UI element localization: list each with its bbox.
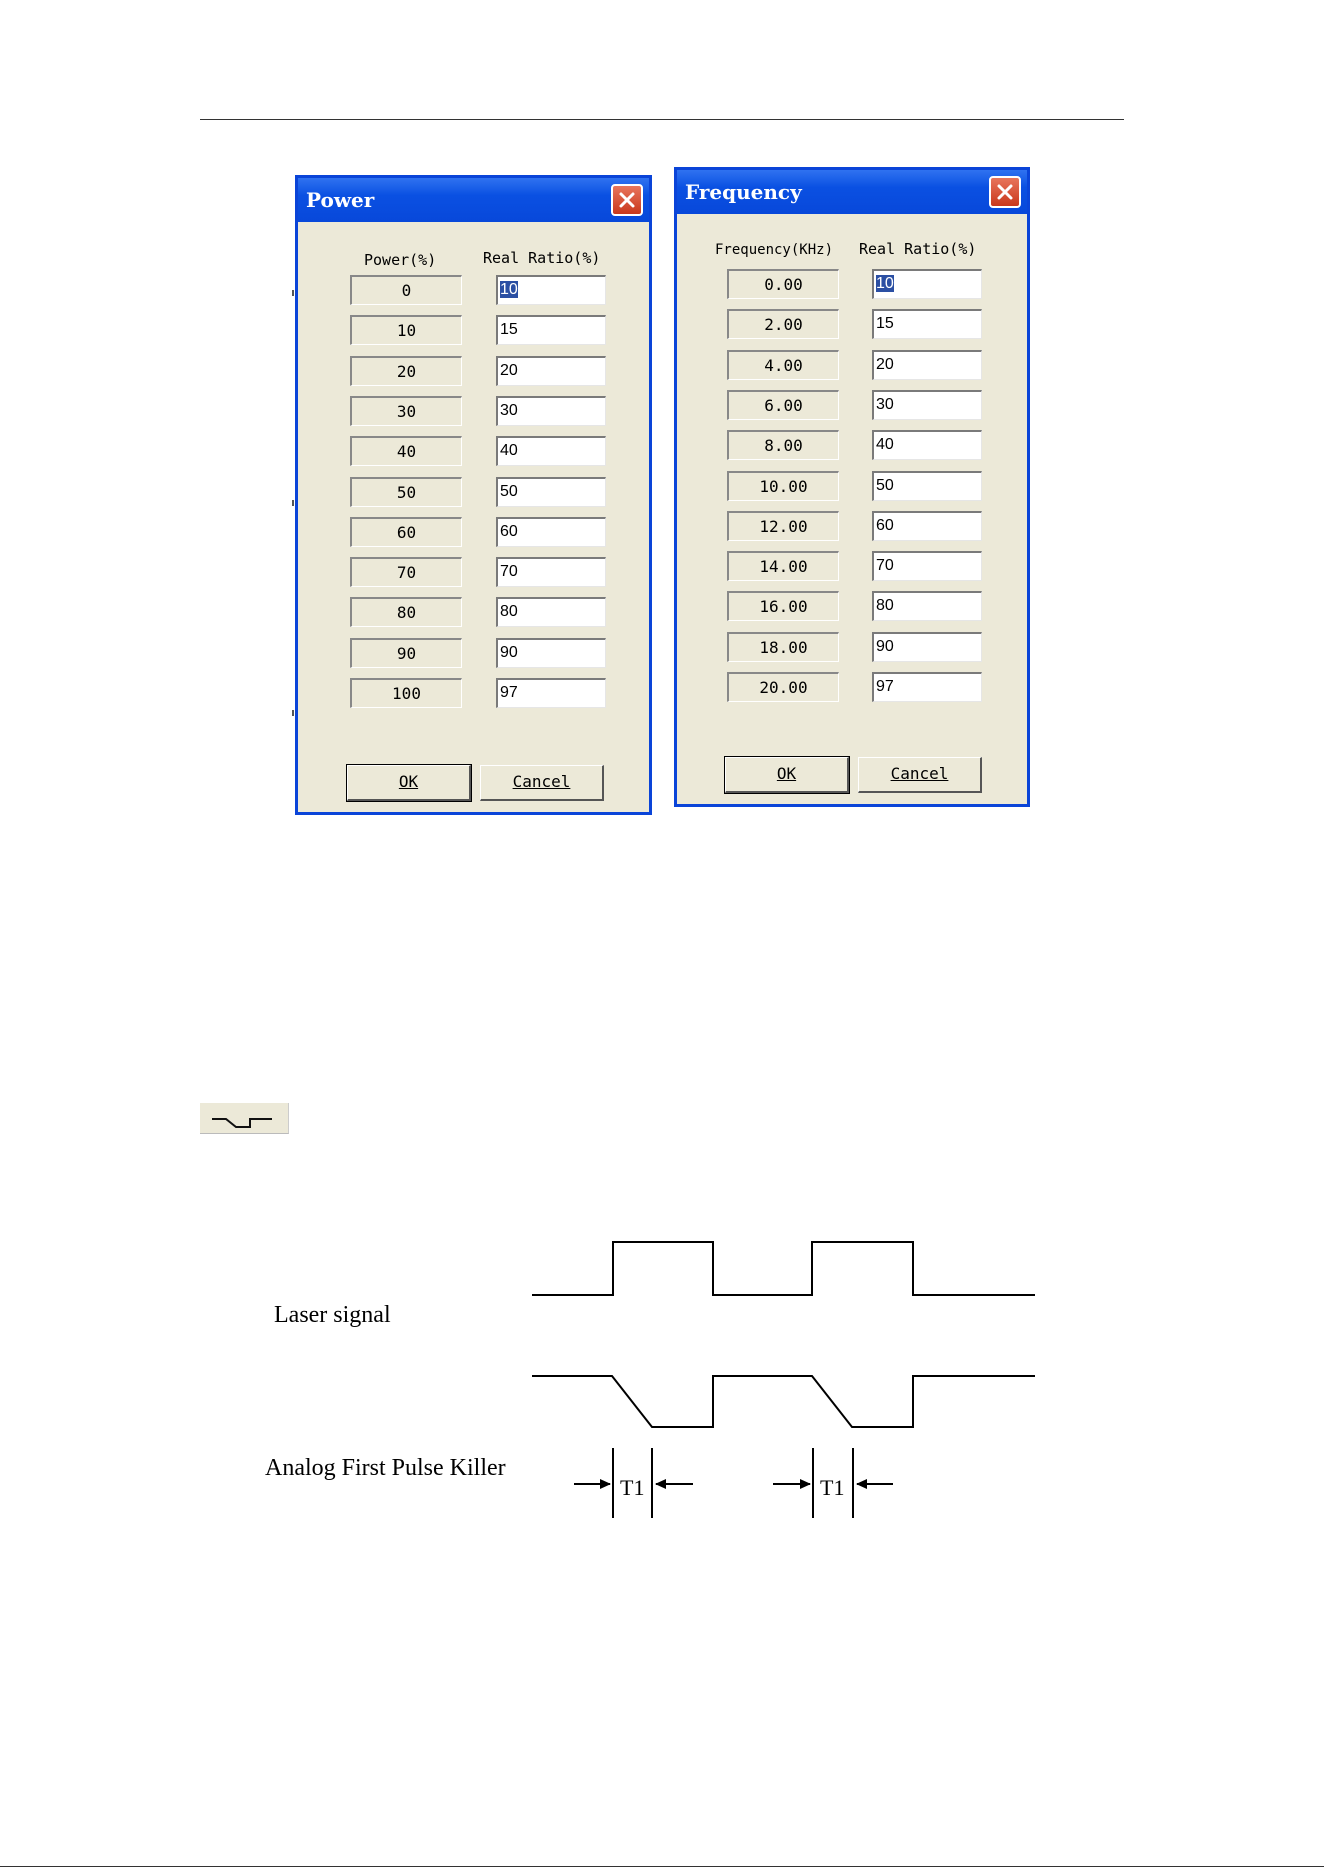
power-value: 50 [350,477,462,507]
table-row [677,551,1027,583]
real-ratio-column-header: Real Ratio(%) [483,249,601,267]
laser-signal-waveform [532,1242,1035,1295]
table-row [298,678,649,710]
real-ratio-input[interactable] [496,477,606,507]
real-ratio-input[interactable] [872,591,982,621]
frequency-value: 12.00 [727,511,839,541]
real-ratio-input[interactable] [496,557,606,587]
frequency-value: 10.00 [727,471,839,501]
page-edge-mark [292,500,294,506]
footer-rule [0,1866,1324,1867]
table-row [298,436,649,468]
table-row [677,632,1027,664]
t1-label: T1 [820,1475,845,1500]
table-row [298,315,649,347]
real-ratio-value: 40 [500,442,518,460]
page-edge-mark [292,710,294,716]
table-row [298,517,649,549]
table-row [677,471,1027,503]
close-button[interactable] [989,176,1021,208]
real-ratio-input[interactable] [872,269,982,299]
table-row [677,511,1027,543]
table-row [298,275,649,307]
table-row [677,269,1027,301]
real-ratio-value: 60 [876,516,894,534]
real-ratio-input[interactable] [496,678,606,708]
frequency-value: 6.00 [727,390,839,420]
table-row [677,390,1027,422]
first-pulse-killer-icon [200,1103,289,1134]
table-row [298,638,649,670]
power-value: 70 [350,557,462,587]
power-value: 100 [350,678,462,708]
real-ratio-input[interactable] [872,632,982,662]
close-icon [996,183,1014,201]
frequency-dialog [674,167,1030,807]
header-rule [200,119,1124,120]
table-row [677,672,1027,704]
real-ratio-column-header: Real Ratio(%) [859,240,977,258]
cancel-button[interactable]: Cancel [858,757,982,793]
power-value: 0 [350,275,462,305]
page-edge-mark [292,290,294,296]
real-ratio-input[interactable] [496,315,606,345]
real-ratio-input[interactable] [496,275,606,305]
table-row [298,597,649,629]
real-ratio-input[interactable] [872,471,982,501]
real-ratio-input[interactable] [496,436,606,466]
frequency-value: 16.00 [727,591,839,621]
real-ratio-input[interactable] [872,672,982,702]
table-row [298,557,649,589]
frequency-value: 4.00 [727,350,839,380]
real-ratio-input[interactable] [872,511,982,541]
table-row [298,356,649,388]
laser-signal-label: Laser signal [274,1302,391,1328]
frequency-value: 0.00 [727,269,839,299]
real-ratio-value: 20 [500,361,518,379]
real-ratio-value: 15 [876,315,894,333]
real-ratio-input[interactable] [872,309,982,339]
frequency-value: 8.00 [727,430,839,460]
table-row [677,309,1027,341]
real-ratio-value: 97 [876,678,894,695]
ok-button[interactable]: OK [347,765,471,801]
real-ratio-value: 80 [876,597,894,615]
real-ratio-value: 80 [500,603,518,621]
real-ratio-input[interactable] [496,597,606,627]
table-row [677,591,1027,623]
power-column-header: Power(%) [364,251,437,269]
power-value: 80 [350,597,462,627]
analog-first-pulse-killer-label: Analog First Pulse Killer [265,1455,506,1481]
frequency-value: 14.00 [727,551,839,581]
ok-button[interactable]: OK [725,757,849,793]
power-value: 10 [350,315,462,345]
frequency-dialog-title: Frequency [677,170,1027,214]
power-value: 40 [350,436,462,466]
frequency-value: 18.00 [727,632,839,662]
real-ratio-value: 50 [500,482,518,500]
power-value: 60 [350,517,462,547]
real-ratio-input[interactable] [496,356,606,386]
close-button[interactable] [611,184,643,216]
real-ratio-value: 15 [500,321,518,339]
real-ratio-value: 30 [500,401,518,419]
frequency-value: 2.00 [727,309,839,339]
real-ratio-value: 30 [876,395,894,413]
table-row [298,477,649,509]
real-ratio-value: 10 [500,281,518,298]
real-ratio-value: 20 [876,355,894,373]
real-ratio-input[interactable] [872,350,982,380]
real-ratio-value: 40 [876,436,894,454]
real-ratio-value: 70 [876,557,894,575]
table-row [677,430,1027,462]
real-ratio-input[interactable] [872,551,982,581]
real-ratio-input[interactable] [496,517,606,547]
real-ratio-value: 60 [500,522,518,540]
real-ratio-input[interactable] [872,430,982,460]
real-ratio-value: 90 [876,637,894,655]
real-ratio-value: 97 [500,684,518,701]
real-ratio-input[interactable] [496,638,606,668]
real-ratio-input[interactable] [872,390,982,420]
analog-killer-waveform [532,1376,1035,1427]
t1-label: T1 [620,1475,645,1500]
power-dialog-title: Power [298,178,649,222]
real-ratio-input[interactable] [496,396,606,426]
frequency-value: 20.00 [727,672,839,702]
real-ratio-value: 10 [876,275,894,292]
frequency-column-header: Frequency(KHz) [715,242,834,258]
table-row [677,350,1027,382]
real-ratio-value: 70 [500,563,518,581]
real-ratio-value: 50 [876,476,894,494]
power-value: 30 [350,396,462,426]
power-value: 20 [350,356,462,386]
power-dialog [295,175,652,815]
close-icon [618,191,636,209]
cancel-button[interactable]: Cancel [480,765,604,801]
power-value: 90 [350,638,462,668]
table-row [298,396,649,428]
real-ratio-value: 90 [500,643,518,661]
